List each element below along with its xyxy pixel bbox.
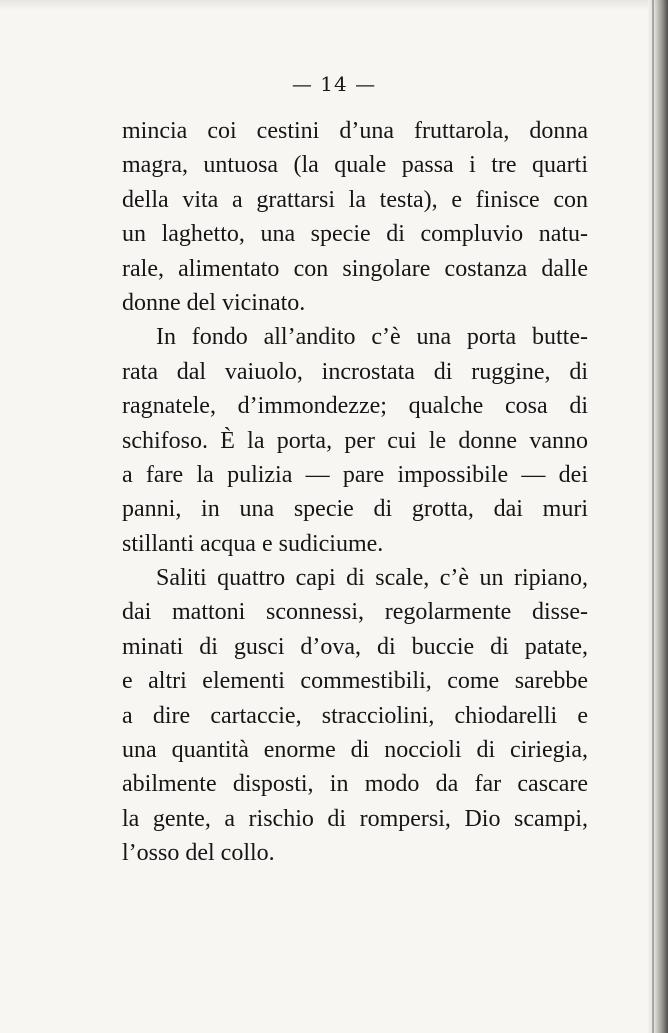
text-line: a fare la pulizia — pare impossibile — dei bbox=[122, 461, 588, 488]
text-line: la gente, a rischio di rompersi, Dio scampi, bbox=[122, 805, 588, 832]
text-line: stillanti acqua e sudiciume. bbox=[122, 530, 384, 557]
text-line: e altri elementi commestibili, come sarebbe bbox=[122, 668, 588, 695]
text-line: rale, alimentato con singolare costanza dalle bbox=[122, 255, 588, 282]
text-line: a dire cartaccie, stracciolini, chiodarelli e bbox=[122, 702, 588, 729]
text-line: panni, in una specie di grotta, dai muri bbox=[122, 496, 588, 523]
text-line: mincia coi cestini d’una fruttarola, donna bbox=[122, 118, 588, 144]
paragraph-3 bbox=[122, 561, 588, 871]
text-line: un laghetto, una specie di compluvio natu- bbox=[122, 221, 588, 248]
text-line: magra, untuosa (la quale passa i tre quarti bbox=[122, 152, 588, 179]
page-edge-line bbox=[652, 0, 654, 1033]
text-line: ragnatele, d’immondezze; qualche cosa di bbox=[122, 393, 588, 420]
text-line: una quantità enorme di noccioli di ciriegia, bbox=[122, 737, 588, 764]
text-line: donne del vicinato. bbox=[122, 289, 306, 316]
text-line: abilmente disposti, in modo da far cascare bbox=[122, 771, 588, 798]
body-text bbox=[122, 114, 588, 871]
text-line: della vita a grattarsi la testa), e finisce con bbox=[122, 186, 588, 213]
text-line: minati di gusci d’ova, di buccie di patate, bbox=[122, 633, 588, 660]
page-binding-edge bbox=[648, 0, 668, 1033]
paragraph-1 bbox=[122, 114, 588, 320]
text-line: dai mattoni sconnessi, regolarmente disse- bbox=[122, 599, 588, 626]
page-top-shadow bbox=[0, 0, 668, 10]
text-line: In fondo all’andito c’è una porta butte- bbox=[156, 324, 588, 351]
page-number: — 14 — bbox=[291, 72, 377, 96]
text-line: schifoso. È la porta, per cui le donne vanno bbox=[122, 427, 588, 454]
text-line: l’osso del collo. bbox=[122, 840, 275, 867]
text-line: rata dal vaiuolo, incrostata di ruggine, di bbox=[122, 358, 588, 385]
paragraph-2 bbox=[122, 320, 588, 561]
text-line: Saliti quattro capi di scale, c’è un ripiano, bbox=[156, 565, 588, 592]
